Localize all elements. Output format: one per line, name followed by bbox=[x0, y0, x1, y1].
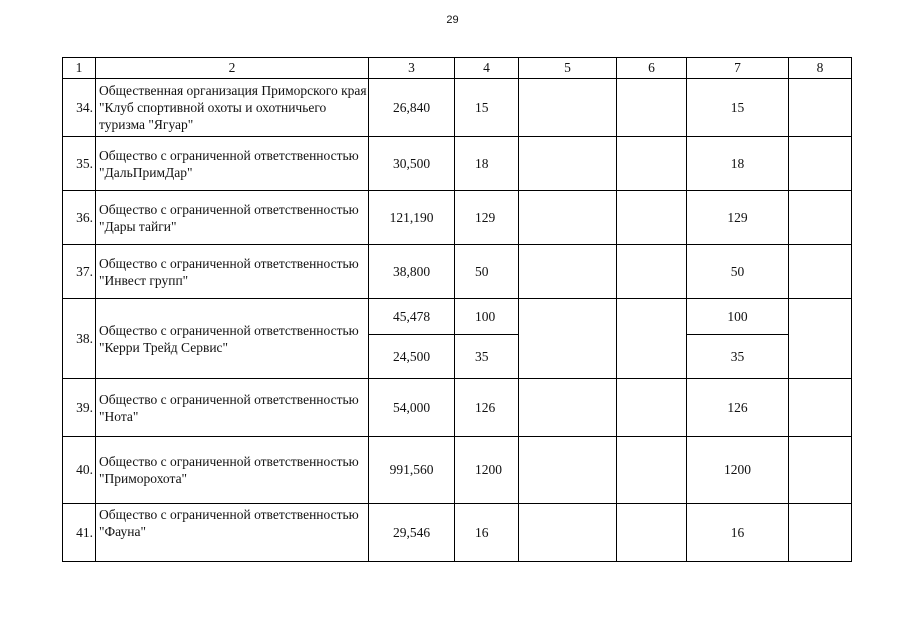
table-row bbox=[63, 137, 852, 191]
cell-col5 bbox=[519, 437, 617, 504]
cell-col3: 38,800 bbox=[369, 245, 455, 299]
cell-col8 bbox=[789, 379, 852, 437]
cell-col7: 129 bbox=[687, 191, 789, 245]
organization-name: Общество с ограниченной ответственностью "Инвест групп" bbox=[96, 245, 369, 299]
cell-col5 bbox=[519, 245, 617, 299]
cell-col7: 15 bbox=[687, 79, 789, 137]
cell-col5 bbox=[519, 379, 617, 437]
table-row bbox=[63, 245, 852, 299]
header-cell: 2 bbox=[96, 58, 369, 79]
cell-col3: 24,500 bbox=[369, 335, 455, 379]
cell-col6 bbox=[617, 437, 687, 504]
cell-col4: 15 bbox=[455, 79, 519, 137]
cell-col6 bbox=[617, 299, 687, 379]
cell-col7: 50 bbox=[687, 245, 789, 299]
cell-col6 bbox=[617, 245, 687, 299]
header-cell: 5 bbox=[519, 58, 617, 79]
cell-col4: 18 bbox=[455, 137, 519, 191]
cell-col5 bbox=[519, 299, 617, 379]
row-number: 35. bbox=[63, 137, 96, 191]
cell-col8 bbox=[789, 437, 852, 504]
cell-col4: 126 bbox=[455, 379, 519, 437]
row-number: 38. bbox=[63, 299, 96, 379]
cell-col3: 45,478 bbox=[369, 299, 455, 335]
cell-col4: 1200 bbox=[455, 437, 519, 504]
header-row bbox=[63, 58, 852, 79]
row-number: 37. bbox=[63, 245, 96, 299]
header-cell: 1 bbox=[63, 58, 96, 79]
cell-col7: 1200 bbox=[687, 437, 789, 504]
cell-col7: 18 bbox=[687, 137, 789, 191]
cell-col3: 121,190 bbox=[369, 191, 455, 245]
row-number: 40. bbox=[63, 437, 96, 504]
cell-col5 bbox=[519, 137, 617, 191]
cell-col8 bbox=[789, 504, 852, 562]
table-row bbox=[63, 79, 852, 137]
organization-name: Общество с ограниченной ответственностью "ДальПримДар" bbox=[96, 137, 369, 191]
cell-col3: 991,560 bbox=[369, 437, 455, 504]
cell-col3: 30,500 bbox=[369, 137, 455, 191]
cell-col8 bbox=[789, 79, 852, 137]
header-cell: 4 bbox=[455, 58, 519, 79]
organization-name: Общество с ограниченной ответственностью "Керри Трейд Сервис" bbox=[96, 299, 369, 379]
table-row bbox=[63, 504, 852, 562]
cell-col8 bbox=[789, 299, 852, 379]
cell-col6 bbox=[617, 504, 687, 562]
cell-col7: 16 bbox=[687, 504, 789, 562]
cell-col4: 35 bbox=[455, 335, 519, 379]
organization-name: Общество с ограниченной ответственностью "Фауна" bbox=[96, 504, 369, 562]
table-row bbox=[63, 191, 852, 245]
row-number: 39. bbox=[63, 379, 96, 437]
row-number: 34. bbox=[63, 79, 96, 137]
cell-col3: 54,000 bbox=[369, 379, 455, 437]
cell-col4: 100 bbox=[455, 299, 519, 335]
organization-name: Общество с ограниченной ответственностью "Нота" bbox=[96, 379, 369, 437]
data-table bbox=[62, 57, 852, 562]
cell-col3: 26,840 bbox=[369, 79, 455, 137]
header-cell: 8 bbox=[789, 58, 852, 79]
table-row bbox=[63, 437, 852, 504]
cell-col5 bbox=[519, 191, 617, 245]
cell-col5 bbox=[519, 504, 617, 562]
row-number: 41. bbox=[63, 504, 96, 562]
cell-col8 bbox=[789, 191, 852, 245]
cell-col4: 50 bbox=[455, 245, 519, 299]
page-number: 29 bbox=[446, 14, 459, 26]
cell-col8 bbox=[789, 137, 852, 191]
cell-col6 bbox=[617, 191, 687, 245]
cell-col6 bbox=[617, 79, 687, 137]
cell-col8 bbox=[789, 245, 852, 299]
cell-col6 bbox=[617, 379, 687, 437]
cell-col6 bbox=[617, 137, 687, 191]
cell-col7: 126 bbox=[687, 379, 789, 437]
header-cell: 3 bbox=[369, 58, 455, 79]
row-number: 36. bbox=[63, 191, 96, 245]
cell-col3: 29,546 bbox=[369, 504, 455, 562]
cell-col4: 129 bbox=[455, 191, 519, 245]
cell-col4: 16 bbox=[455, 504, 519, 562]
organization-name: Общественная организация Приморского края "Клуб спортивной охоты и охотничьего туризма "Ягуар" bbox=[96, 79, 369, 137]
cell-col7: 35 bbox=[687, 335, 789, 379]
organization-name: Общество с ограниченной ответственностью "Приморохота" bbox=[96, 437, 369, 504]
cell-col7: 100 bbox=[687, 299, 789, 335]
header-cell: 7 bbox=[687, 58, 789, 79]
organization-name: Общество с ограниченной ответственностью "Дары тайги" bbox=[96, 191, 369, 245]
header-cell: 6 bbox=[617, 58, 687, 79]
cell-col5 bbox=[519, 79, 617, 137]
table-row bbox=[63, 299, 852, 335]
table-row bbox=[63, 379, 852, 437]
